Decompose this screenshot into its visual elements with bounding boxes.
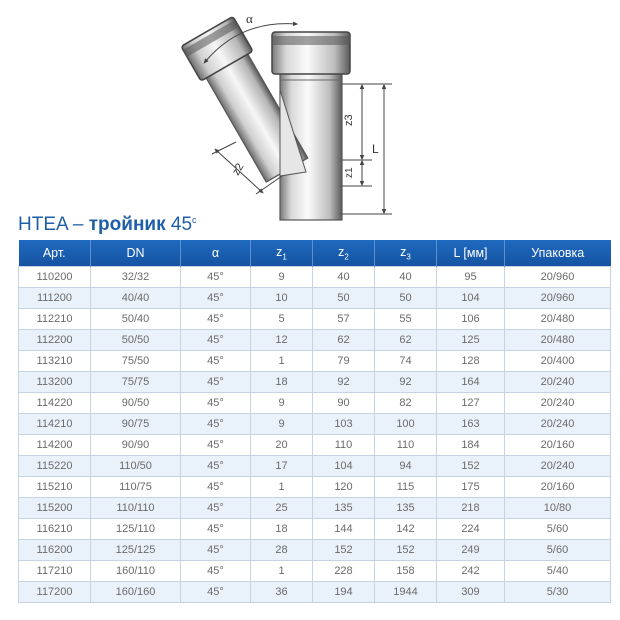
col-alpha-cell: 45°	[181, 309, 251, 330]
col-dn-header-text: DN	[126, 246, 145, 260]
col-packaging-cell: 5/40	[505, 561, 611, 582]
col-length-cell: 152	[437, 456, 505, 477]
col-alpha-cell: 45°	[181, 561, 251, 582]
col-z2-cell: 152	[313, 540, 375, 561]
col-z3-cell: 110	[375, 435, 437, 456]
col-length-cell: 175	[437, 477, 505, 498]
col-z1-header-text: z	[276, 244, 283, 259]
table-row	[19, 330, 611, 351]
col-alpha-cell: 45°	[181, 582, 251, 603]
table-row	[19, 561, 611, 582]
table-row	[19, 414, 611, 435]
angle-label: α	[246, 11, 253, 26]
col-z3-cell: 40	[375, 267, 437, 288]
col-length-cell: 127	[437, 393, 505, 414]
col-packaging-cell: 20/960	[505, 267, 611, 288]
col-z1-cell: 1	[251, 561, 313, 582]
col-z3-cell: 135	[375, 498, 437, 519]
col-art-cell: 116200	[19, 540, 91, 561]
col-z3-cell: 92	[375, 372, 437, 393]
tee-fitting-diagram	[0, 0, 620, 230]
col-z1-cell: 9	[251, 267, 313, 288]
col-art-cell: 114220	[19, 393, 91, 414]
col-z2-cell: 90	[313, 393, 375, 414]
col-z2-cell: 144	[313, 519, 375, 540]
col-packaging-cell: 20/480	[505, 330, 611, 351]
col-length-cell: 164	[437, 372, 505, 393]
col-packaging-cell: 20/240	[505, 393, 611, 414]
col-art-cell: 113200	[19, 372, 91, 393]
col-z3-cell: 100	[375, 414, 437, 435]
table-row	[19, 372, 611, 393]
col-art-cell: 113210	[19, 351, 91, 372]
col-packaging-header	[505, 240, 611, 267]
col-dn-cell: 110/110	[91, 498, 181, 519]
col-alpha-cell: 45°	[181, 267, 251, 288]
col-z1-cell: 1	[251, 351, 313, 372]
col-dn-cell: 160/160	[91, 582, 181, 603]
col-packaging-cell: 20/160	[505, 435, 611, 456]
col-length-cell: 95	[437, 267, 505, 288]
col-alpha-cell: 45°	[181, 393, 251, 414]
col-z2-cell: 194	[313, 582, 375, 603]
col-length-cell: 184	[437, 435, 505, 456]
col-art-header-text: Арт.	[42, 246, 66, 260]
col-alpha-cell: 45°	[181, 477, 251, 498]
table-row	[19, 288, 611, 309]
table-row	[19, 435, 611, 456]
col-z2-cell: 50	[313, 288, 375, 309]
table-row	[19, 309, 611, 330]
col-z2-cell: 104	[313, 456, 375, 477]
col-dn-cell: 110/50	[91, 456, 181, 477]
col-z3-header-text: z	[400, 244, 407, 259]
col-dn-cell: 90/75	[91, 414, 181, 435]
col-length-cell: 106	[437, 309, 505, 330]
col-z2-cell: 57	[313, 309, 375, 330]
col-z2-cell: 79	[313, 351, 375, 372]
col-z3-cell: 82	[375, 393, 437, 414]
col-z3-cell: 55	[375, 309, 437, 330]
col-alpha-cell: 45°	[181, 456, 251, 477]
col-length-cell: 218	[437, 498, 505, 519]
col-z3-cell: 94	[375, 456, 437, 477]
col-z1-cell: 1	[251, 477, 313, 498]
l-label: L	[372, 142, 379, 156]
spec-table	[18, 240, 611, 603]
col-packaging-cell: 20/240	[505, 456, 611, 477]
col-art-cell: 112200	[19, 330, 91, 351]
col-packaging-cell: 5/60	[505, 540, 611, 561]
col-length-cell: 309	[437, 582, 505, 603]
col-length-header	[437, 240, 505, 267]
col-length-cell: 125	[437, 330, 505, 351]
col-alpha-cell: 45°	[181, 330, 251, 351]
col-z2-cell: 62	[313, 330, 375, 351]
col-z1-cell: 12	[251, 330, 313, 351]
col-z3-cell: 142	[375, 519, 437, 540]
col-z3-cell: 74	[375, 351, 437, 372]
table-row	[19, 519, 611, 540]
col-packaging-header-text: Упаковка	[531, 246, 585, 260]
table-row	[19, 477, 611, 498]
col-z2-cell: 110	[313, 435, 375, 456]
col-z3-header-subscript: 3	[406, 252, 411, 262]
col-z3-cell: 158	[375, 561, 437, 582]
table-row	[19, 351, 611, 372]
col-dn-cell: 75/75	[91, 372, 181, 393]
col-z1-header-subscript: 1	[282, 252, 287, 262]
table-header-row	[19, 240, 611, 267]
col-dn-cell: 40/40	[91, 288, 181, 309]
col-alpha-cell: 45°	[181, 540, 251, 561]
col-art-cell: 116210	[19, 519, 91, 540]
table-row	[19, 540, 611, 561]
col-dn-cell: 160/110	[91, 561, 181, 582]
col-z3-cell: 62	[375, 330, 437, 351]
z3-label: z3	[343, 114, 355, 126]
z2-label: z2	[230, 161, 247, 178]
col-art-cell: 110200	[19, 267, 91, 288]
col-art-cell: 114200	[19, 435, 91, 456]
col-packaging-cell: 20/960	[505, 288, 611, 309]
col-z1-cell: 18	[251, 372, 313, 393]
col-art-cell: 115200	[19, 498, 91, 519]
col-length-cell: 104	[437, 288, 505, 309]
col-dn-header	[91, 240, 181, 267]
col-packaging-cell: 20/480	[505, 309, 611, 330]
col-z1-cell: 5	[251, 309, 313, 330]
col-z1-cell: 36	[251, 582, 313, 603]
col-z1-cell: 17	[251, 456, 313, 477]
col-packaging-cell: 20/240	[505, 414, 611, 435]
col-z2-cell: 103	[313, 414, 375, 435]
col-length-cell: 224	[437, 519, 505, 540]
col-z3-cell: 1944	[375, 582, 437, 603]
heading-suffix: 45	[165, 214, 193, 235]
col-z2-cell: 135	[313, 498, 375, 519]
col-z1-cell: 25	[251, 498, 313, 519]
col-dn-cell: 110/75	[91, 477, 181, 498]
heading-degree: c	[192, 215, 197, 225]
col-z1-cell: 10	[251, 288, 313, 309]
table-row	[19, 498, 611, 519]
col-dn-cell: 125/110	[91, 519, 181, 540]
col-art-cell: 117210	[19, 561, 91, 582]
z1-label: z1	[344, 167, 355, 178]
col-z2-header	[313, 240, 375, 267]
col-z1-cell: 9	[251, 393, 313, 414]
col-art-cell: 117200	[19, 582, 91, 603]
col-packaging-cell: 20/160	[505, 477, 611, 498]
col-length-cell: 242	[437, 561, 505, 582]
col-dn-cell: 32/32	[91, 267, 181, 288]
heading-bold: тройник	[88, 214, 166, 235]
col-dn-cell: 75/50	[91, 351, 181, 372]
col-alpha-cell: 45°	[181, 519, 251, 540]
heading-prefix: HTEA –	[18, 214, 89, 235]
col-length-cell: 163	[437, 414, 505, 435]
col-packaging-cell: 20/240	[505, 372, 611, 393]
col-dn-cell: 90/90	[91, 435, 181, 456]
col-art-cell: 114210	[19, 414, 91, 435]
col-length-cell: 249	[437, 540, 505, 561]
product-heading	[18, 214, 197, 236]
col-art-cell: 115220	[19, 456, 91, 477]
col-alpha-cell: 45°	[181, 414, 251, 435]
col-z3-cell: 115	[375, 477, 437, 498]
col-length-header-text: L [мм]	[453, 246, 488, 260]
col-dn-cell: 50/50	[91, 330, 181, 351]
col-alpha-cell: 45°	[181, 372, 251, 393]
col-packaging-cell: 20/400	[505, 351, 611, 372]
col-z1-cell: 9	[251, 414, 313, 435]
col-alpha-cell: 45°	[181, 288, 251, 309]
col-z2-header-subscript: 2	[344, 252, 349, 262]
col-dn-cell: 125/125	[91, 540, 181, 561]
table-row	[19, 267, 611, 288]
col-art-cell: 112210	[19, 309, 91, 330]
col-alpha-cell: 45°	[181, 435, 251, 456]
col-packaging-cell: 5/30	[505, 582, 611, 603]
col-art-cell: 111200	[19, 288, 91, 309]
col-dn-cell: 90/50	[91, 393, 181, 414]
col-length-cell: 128	[437, 351, 505, 372]
col-z1-cell: 28	[251, 540, 313, 561]
col-z1-header	[251, 240, 313, 267]
col-alpha-header	[181, 240, 251, 267]
col-art-cell: 115210	[19, 477, 91, 498]
col-alpha-header-text: α	[211, 246, 220, 260]
table-row	[19, 582, 611, 603]
col-z2-cell: 228	[313, 561, 375, 582]
col-z1-cell: 18	[251, 519, 313, 540]
col-z2-cell: 40	[313, 267, 375, 288]
col-z2-header-text: z	[338, 244, 345, 259]
table-row	[19, 456, 611, 477]
col-z3-cell: 50	[375, 288, 437, 309]
col-z3-cell: 152	[375, 540, 437, 561]
col-z2-cell: 92	[313, 372, 375, 393]
table-row	[19, 393, 611, 414]
col-art-header	[19, 240, 91, 267]
col-z1-cell: 20	[251, 435, 313, 456]
col-z2-cell: 120	[313, 477, 375, 498]
col-z3-header	[375, 240, 437, 267]
col-packaging-cell: 10/80	[505, 498, 611, 519]
col-packaging-cell: 5/60	[505, 519, 611, 540]
col-alpha-cell: 45°	[181, 498, 251, 519]
col-alpha-cell: 45°	[181, 351, 251, 372]
col-dn-cell: 50/40	[91, 309, 181, 330]
